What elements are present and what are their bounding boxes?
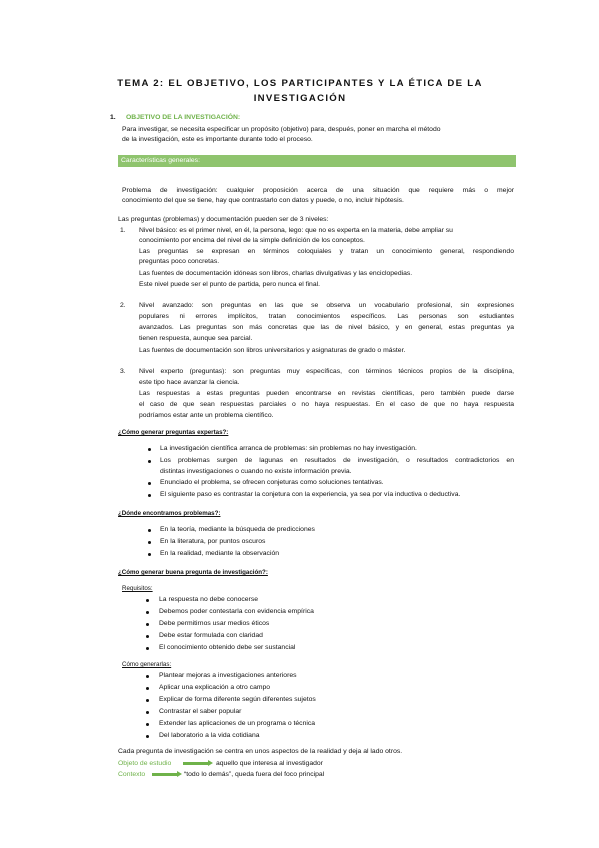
bullet-icon xyxy=(148,460,151,463)
expert-item: El siguiente paso es contrastar la conjetura con la experiencia, ya sea por vía inductiva o deductiva. xyxy=(160,491,461,498)
level-1-line: Las fuentes de documentación idóneas son libros, charlas divulgativas y las enciclopedias. xyxy=(139,270,413,277)
levels-intro: Las preguntas (problemas) y documentación pueden ser de 3 niveles: xyxy=(118,216,329,223)
level-1-line: Este nivel puede ser el punto de partida, pero nunca el final. xyxy=(139,281,320,288)
object-label: Objeto de estudio xyxy=(118,760,172,767)
section-heading: OBJETIVO DE LA INVESTIGACIÓN: xyxy=(126,114,241,121)
where-item: En la realidad, mediante la observación xyxy=(160,550,280,557)
requisite-item: Debe permitirnos usar medios éticos xyxy=(159,620,270,627)
level-1-line: Nivel básico: es el primer nivel, en él, la persona, lego: que no es experta en la materia, debe ampliar su xyxy=(139,227,453,234)
how-item: Extender las aplicaciones de un programa o técnica xyxy=(159,720,316,727)
level-2-line: Las fuentes de documentación son libros universitarios y asignaturas de grado o máster. xyxy=(139,347,406,354)
level-3-line: el caso de que sean respuestas parciales o no haya respuestas. En el caso de que no haya respuesta xyxy=(139,401,514,408)
level-2-line: populares ni errores implícitos, tratan conocimientos específicos. Las personas son estudiantes xyxy=(139,313,514,320)
level-2-line: Nivel avanzado: son preguntas en las que se observa un vocabulario profesional, sin expresiones xyxy=(139,302,514,309)
expert-item: distintas investigaciones o cuando no existe información previa. xyxy=(160,468,352,475)
characteristics-bar xyxy=(118,155,516,167)
section-number: 1. xyxy=(110,114,116,121)
expert-item: Enunciado el problema, se ofrecen conjeturas como soluciones tentativas. xyxy=(160,479,384,486)
level-2-line: tienen respuesta, aunque sea parcial. xyxy=(139,335,253,342)
where-item: En la teoría, mediante la búsqueda de predicciones xyxy=(160,526,315,533)
context-text: “todo lo demás”, queda fuera del foco principal xyxy=(184,771,325,778)
how-item: Aplicar una explicación a otro campo xyxy=(159,684,271,691)
how-item: Contrastar el saber popular xyxy=(159,708,242,715)
requisite-item: El conocimiento obtenido debe ser sustancial xyxy=(159,644,296,651)
characteristics-label: Características generales: xyxy=(121,157,200,164)
closing-sentence: Cada pregunta de investigación se centra en unos aspectos de la realidad y deja al lado otros. xyxy=(118,748,403,755)
how-item: Del laboratorio a la vida cotidiana xyxy=(159,732,260,739)
bullet-icon xyxy=(146,635,149,638)
level-3-number: 3. xyxy=(120,368,126,375)
bullet-icon xyxy=(146,699,149,702)
expert-item: Los problemas surgen de lagunas en resultados de investigación, o resultados contradictorios en xyxy=(160,457,514,464)
bullet-icon xyxy=(148,529,151,532)
bullet-icon xyxy=(148,482,151,485)
where-problems-heading: ¿Dónde encontramos problemas?: xyxy=(118,510,221,517)
document-title xyxy=(90,76,510,106)
bullet-icon xyxy=(146,687,149,690)
bullet-icon xyxy=(146,723,149,726)
level-3-line: Nivel experto (preguntas): son preguntas muy específicas, con términos técnicos propios de la disciplina, xyxy=(139,368,514,375)
how-item: Plantear mejoras a investigaciones anteriores xyxy=(159,672,297,679)
bullet-icon xyxy=(146,623,149,626)
bullet-icon xyxy=(148,448,151,451)
level-3-line: este tipo hace avanzar la ciencia. xyxy=(139,379,240,386)
level-3-line: podríamos estar ante un problema científico. xyxy=(139,412,274,419)
bullet-icon xyxy=(146,711,149,714)
intro-line-1: Para investigar, se necesita especificar un propósito (objetivo) para, después, poner en marcha el método xyxy=(122,126,441,133)
how-item: Explicar de forma diferente según diferentes sujetos xyxy=(159,696,316,703)
where-item: En la literatura, por puntos oscuros xyxy=(160,538,266,545)
bullet-icon xyxy=(146,647,149,650)
intro-line-2: de la investigación, este es importante durante todo el proceso. xyxy=(122,136,313,143)
problem-line-1: Problema de investigación: cualquier proposición acerca de una situación que requiere más o mejor xyxy=(122,187,514,194)
level-3-line: Las respuestas a estas preguntas pueden encontrarse en revistas científicas, pero también puede darse xyxy=(139,390,514,397)
good-question-heading: ¿Cómo generar buena pregunta de investigación?: xyxy=(118,569,268,576)
bullet-icon xyxy=(146,735,149,738)
requisites-label: Requisitos: xyxy=(122,585,153,592)
problem-line-2: conocimiento del que se tiene, hay que contrastarlo con datos y puede, o no, incluir hipótesis. xyxy=(122,197,404,204)
level-2-number: 2. xyxy=(120,302,126,309)
bullet-icon xyxy=(148,541,151,544)
title-line-2: INVESTIGACIÓN xyxy=(253,93,347,104)
requisite-item: Debe estar formulada con claridad xyxy=(159,632,263,639)
level-1-number: 1. xyxy=(120,227,126,234)
context-label: Contexto xyxy=(118,771,146,778)
object-text: aquello que interesa al investigador xyxy=(216,760,323,767)
title-line-1: TEMA 2: EL OBJETIVO, LOS PARTICIPANTES Y LA ÉTICA DE LA xyxy=(117,78,483,89)
bullet-icon xyxy=(148,494,151,497)
requisite-item: Debemos poder contestarla con evidencia empírica xyxy=(159,608,314,615)
level-1-line: preguntas poco concretas. xyxy=(139,258,220,265)
level-1-line: conocimiento por encima del nivel de la simple definición de los conceptos. xyxy=(139,237,365,244)
level-2-line: avanzados. Las preguntas son más concretas que las de nivel básico, y en general, estas preguntas ya xyxy=(139,324,514,331)
bullet-icon xyxy=(146,611,149,614)
bullet-icon xyxy=(148,553,151,556)
how-label: Cómo generarlas: xyxy=(122,661,172,668)
expert-questions-heading: ¿Cómo generar preguntas expertas?: xyxy=(118,429,229,436)
requisite-item: La respuesta no debe conocerse xyxy=(159,596,259,603)
bullet-icon xyxy=(146,675,149,678)
bullet-icon xyxy=(146,599,149,602)
expert-item: La investigación científica arranca de problemas: sin problemas no hay investigación. xyxy=(160,445,417,452)
level-1-line: Las preguntas se expresan en términos coloquiales y tratan un conocimiento general, respondiendo xyxy=(139,248,514,255)
